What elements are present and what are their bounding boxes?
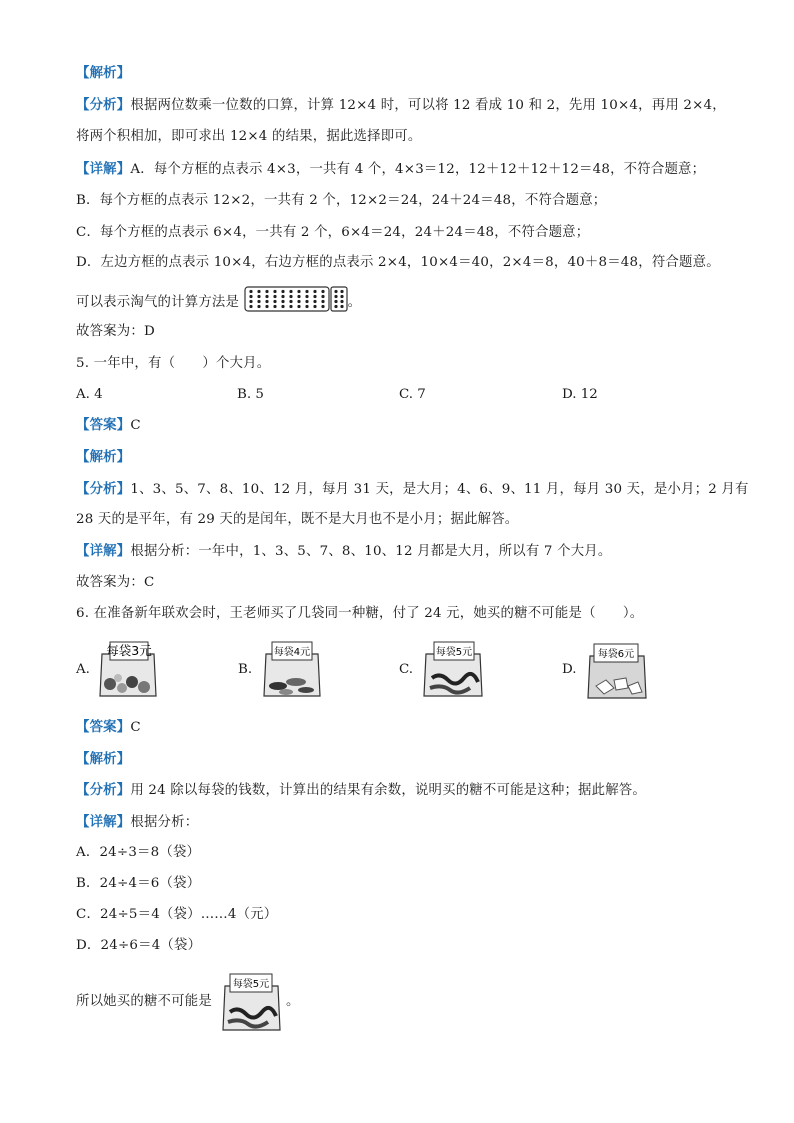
q6-fenxi-tag: 【分析】 <box>76 782 131 798</box>
left-box-dot <box>305 295 308 298</box>
left-box-dot <box>313 305 316 308</box>
right-box-dot <box>340 305 343 308</box>
candy-a-5 <box>114 674 122 682</box>
bag-a-label: 每袋3元 <box>106 643 152 658</box>
candy-a-4 <box>138 681 150 693</box>
left-box-dot <box>297 305 300 308</box>
q5-option-a: A. 4 <box>76 387 103 402</box>
q4-detail-c: C．每个方框的点表示 6×4，一共有 2 个，6×4＝24，24＋24＝48，不符合题意； <box>76 225 590 240</box>
left-box-dot <box>313 300 316 303</box>
right-box-dot <box>340 295 343 298</box>
q6-jiexi-heading: 【解析】 <box>76 751 131 767</box>
right-box-dot <box>334 290 337 293</box>
left-box-dot <box>321 295 324 298</box>
q5-fenxi-tag: 【分析】 <box>76 481 131 497</box>
right-box-dot <box>340 300 343 303</box>
left-box-dot <box>289 300 292 303</box>
left-box-dot <box>265 300 268 303</box>
q5-stem: 5. 一年中，有（ ）个大月。 <box>76 356 271 371</box>
bag-b-label: 每袋4元 <box>273 647 311 658</box>
q4-answer-line: 故答案为：D <box>76 324 155 339</box>
left-box-dot <box>297 295 300 298</box>
left-dot-box <box>245 287 329 311</box>
q6-answer-line <box>76 717 141 738</box>
q6-conclusion-text: 所以她买的糖不可能是 <box>76 994 212 1009</box>
left-box-dot <box>249 300 252 303</box>
candy-bag-b-image <box>260 638 324 700</box>
q4-detail-b: B．每个方框的点表示 12×2，一共有 2 个，12×2＝24，24＋24＝48，不符合题意； <box>76 193 607 208</box>
dot-array-svg <box>244 286 348 312</box>
q5-xiangjie-tag: 【详解】 <box>76 543 131 559</box>
left-box-dot <box>305 290 308 293</box>
candy-a-3 <box>126 676 138 688</box>
candy-b-3 <box>298 687 314 693</box>
q6-answer-tag: 【答案】 <box>76 719 131 735</box>
q4-fenxi-line-2: 将两个积相加，即可求出 12×4 的结果，据此选择即可。 <box>76 129 422 144</box>
left-box-dot <box>257 305 260 308</box>
candy-b-4 <box>279 689 293 695</box>
q4-conclusion-end: 。 <box>347 295 362 310</box>
q4-xiangjie-tag: 【详解】 <box>76 161 131 177</box>
q5-fenxi-line-1 <box>76 479 749 500</box>
right-box-dot <box>340 290 343 293</box>
bag-c-label: 每袋5元 <box>435 647 473 658</box>
q6-xiangjie-line <box>76 812 198 833</box>
q6-calc-a: A．24÷3＝8（袋） <box>76 845 201 860</box>
candy-a-1 <box>104 678 116 690</box>
left-box-dot <box>313 290 316 293</box>
candy-a-2 <box>117 683 127 693</box>
candy-b-1 <box>269 682 287 690</box>
left-box-dot <box>313 295 316 298</box>
left-box-dot <box>289 305 292 308</box>
left-box-dot <box>249 295 252 298</box>
left-box-dot <box>265 290 268 293</box>
left-box-dot <box>257 300 260 303</box>
left-box-dot <box>265 305 268 308</box>
left-box-dot <box>265 295 268 298</box>
left-box-dot <box>289 295 292 298</box>
right-box-dot <box>334 305 337 308</box>
q6-option-d-letter: D. <box>562 662 577 677</box>
left-box-dot <box>281 300 284 303</box>
left-box-dot <box>257 290 260 293</box>
left-box-dot <box>249 290 252 293</box>
left-box-dot <box>289 290 292 293</box>
left-box-dot <box>297 300 300 303</box>
q5-answer-value: C <box>130 418 141 433</box>
left-box-dot <box>281 295 284 298</box>
q4-fenxi-text-1: 根据两位数乘一位数的口算，计算 12×4 时，可以将 12 看成 10 和 2，先用 10×4，再用 2×4， <box>130 98 726 113</box>
q4-conclusion-line <box>76 286 361 319</box>
left-box-dot <box>297 290 300 293</box>
candy-bag-c-image <box>420 638 486 700</box>
q6-fenxi-line <box>76 780 646 801</box>
q5-option-d: D. 12 <box>562 387 598 402</box>
bag-d-label: 每袋6元 <box>597 649 635 660</box>
left-box-dot <box>321 300 324 303</box>
q5-fenxi-line-2: 28 天的是平年，有 29 天的是闰年，既不是大月也不是小月；据此解答。 <box>76 512 519 527</box>
q5-option-b: B. 5 <box>237 387 264 402</box>
q5-xiangjie-line <box>76 541 611 562</box>
candy-bag-c-small-image <box>220 970 284 1034</box>
q5-answer-line <box>76 415 141 436</box>
q4-detail-a-line <box>76 159 705 180</box>
q5-jiexi-heading: 【解析】 <box>76 449 131 465</box>
q6-option-c-letter: C. <box>399 662 414 677</box>
left-box-dot <box>273 305 276 308</box>
q4-conclusion-text: 可以表示淘气的计算方法是 <box>76 295 240 310</box>
q6-xiangjie-tag: 【详解】 <box>76 814 131 830</box>
candy-b-2 <box>286 678 306 686</box>
left-box-dot <box>249 305 252 308</box>
candy-d-2 <box>614 678 628 690</box>
q5-answer-summary: 故答案为：C <box>76 575 155 590</box>
q4-jiexi-heading: 【解析】 <box>76 65 131 81</box>
q4-fenxi-line-1 <box>76 95 726 116</box>
q6-option-b-letter: B. <box>238 662 253 677</box>
right-box-dot <box>334 295 337 298</box>
q6-calc-d: D．24÷6＝4（袋） <box>76 938 202 953</box>
q6-fenxi-text: 用 24 除以每袋的钱数，计算出的结果有余数，说明买的糖不可能是这种；据此解答。 <box>130 783 646 798</box>
q4-detail-a: A．每个方框的点表示 4×3，一共有 4 个，4×3＝12，12＋12＋12＋12＝48，不符合题意； <box>130 162 706 177</box>
q6-answer-value: C <box>130 720 141 735</box>
q6-calc-b: B．24÷4＝6（袋） <box>76 876 201 891</box>
small-bag-label: 每袋5元 <box>232 979 270 990</box>
left-box-dot <box>273 295 276 298</box>
right-dot-box <box>331 287 347 311</box>
q6-conclusion-end: 。 <box>286 994 300 1009</box>
left-box-dot <box>321 290 324 293</box>
left-box-dot <box>321 305 324 308</box>
left-box-dot <box>281 290 284 293</box>
q6-option-a-letter: A. <box>76 662 90 677</box>
candy-bag-a-image <box>96 638 160 700</box>
left-box-dot <box>281 305 284 308</box>
q4-detail-d: D．左边方框的点表示 10×4，右边方框的点表示 2×4，10×4＝40，2×4＝8，40＋8＝48，符合题意。 <box>76 255 720 270</box>
left-box-dot <box>273 300 276 303</box>
q5-xiangjie-text: 根据分析：一年中，1、3、5、7、8、10、12 月都是大月，所以有 7 个大月。 <box>130 544 612 559</box>
left-box-dot <box>305 300 308 303</box>
q4-fenxi-tag: 【分析】 <box>76 97 131 113</box>
dot-array-figure <box>244 286 348 319</box>
q5-answer-tag: 【答案】 <box>76 417 131 433</box>
right-box-dot <box>334 300 337 303</box>
q6-calc-c: C．24÷5＝4（袋）……4（元） <box>76 907 278 922</box>
left-box-dot <box>305 305 308 308</box>
left-box-dot <box>257 295 260 298</box>
q5-fenxi-text-1: 1、3、5、7、8、10、12 月，每月 31 天，是大月；4、6、9、11 月，每月 30 天，是小月；2 月有 <box>130 482 749 497</box>
q6-stem: 6. 在准备新年联欢会时，王老师买了几袋同一种糖，付了 24 元，她买的糖不可能是（ ）。 <box>76 606 644 621</box>
candy-bag-d-image <box>584 640 650 702</box>
q6-xiangjie-text: 根据分析： <box>130 815 199 830</box>
q5-option-c: C. 7 <box>399 387 426 402</box>
left-box-dot <box>273 290 276 293</box>
